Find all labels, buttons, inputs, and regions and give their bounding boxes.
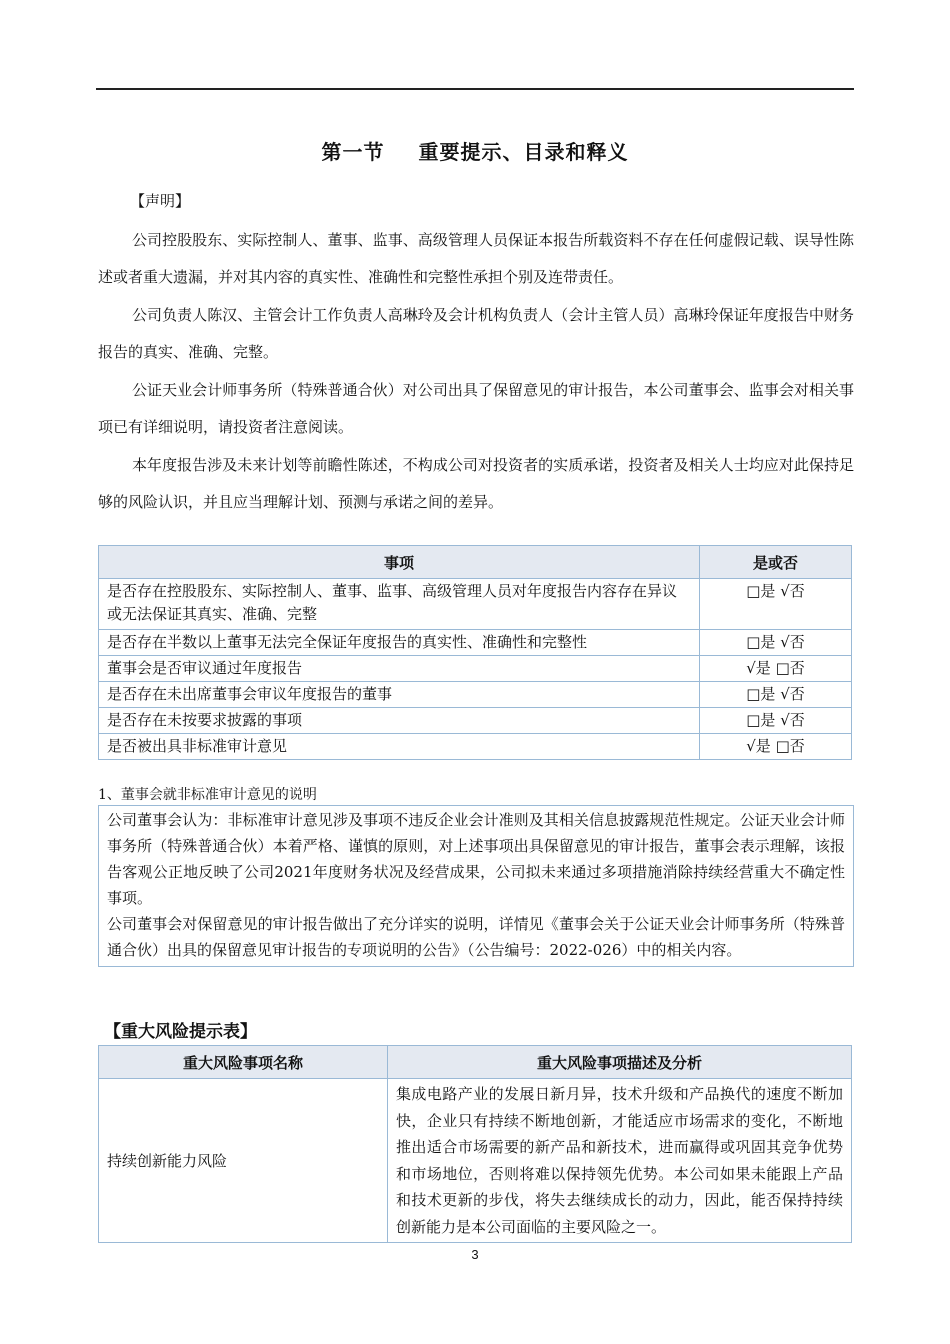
matter-item: 董事会是否审议通过年度报告 [99, 656, 700, 682]
risk-table [98, 1045, 852, 1243]
matter-answer: √是 □否 [700, 734, 852, 760]
header-rule [96, 88, 854, 90]
paragraph-3: 公证天业会计师事务所（特殊普通合伙）对公司出具了保留意见的审计报告，本公司董事会、监事会对相关事项已有详细说明，请投资者注意阅读。 [98, 381, 854, 436]
header-risk-name: 重大风险事项名称 [99, 1046, 388, 1079]
declaration-label: 【声明】 [130, 192, 191, 210]
paragraph-4: 本年度报告涉及未来计划等前瞻性陈述，不构成公司对投资者的实质承诺，投资者及相关人士均应对此保持足够的风险认识，并且应当理解计划、预测与承诺之间的差异。 [98, 456, 854, 511]
table-row [99, 708, 852, 734]
note-paragraph-1: 公司董事会认为：非标准审计意见涉及事项不违反企业会计准则及其相关信息披露规范性规定。公证天业会计师事务所（特殊普通合伙）本着严格、谨慎的原则，对上述事项出具保留意见的审计报告，董事会表示理解，该报告客观公正地反映了公司2021年度财务状况及经营成果，公司拟未来通过多项措施消除持续经营重大不确定性事项。 [107, 811, 845, 907]
paragraph-2: 公司负责人陈汉、主管会计工作负责人高琳玲及会计机构负责人（会计主管人员）高琳玲保证年度报告中财务报告的真实、准确、完整。 [98, 306, 854, 361]
section-heading: 重要提示、目录和释义 [418, 140, 629, 164]
note-box [98, 805, 854, 967]
matter-answer: □是 √否 [700, 708, 852, 734]
risk-description: 集成电路产业的发展日新月异，技术升级和产品换代的速度不断加快，企业只有持续不断地创新，才能适应市场需求的变化，不断地推出适合市场需要的新产品和新技术，进而赢得或巩固其竞争优势和市场地位，否则将难以保持领先优势。本公司如果未能跟上产品和技术更新的步伐，将失去继续成长的动力，因此，能否保持持续创新能力是本公司面临的主要风险之一。 [388, 1079, 852, 1243]
header-item: 事项 [99, 546, 700, 579]
table-row [99, 656, 852, 682]
note-title: 1、董事会就非标准审计意见的说明 [98, 787, 317, 803]
table-row [99, 734, 852, 760]
matter-answer: □是 √否 [700, 630, 852, 656]
note-paragraph-2: 公司董事会对保留意见的审计报告做出了充分详实的说明，详情见《董事会关于公证天业会计师事务所（特殊普通合伙）出具的保留意见审计报告的专项说明的公告》（公告编号：2022-026）中的相关内容。 [107, 915, 845, 959]
table-row [99, 1079, 852, 1243]
header-answer: 是或否 [700, 546, 852, 579]
matter-item: 是否存在半数以上董事无法完全保证年度报告的真实性、准确性和完整性 [99, 630, 700, 656]
table-row [99, 579, 852, 630]
table-row [99, 682, 852, 708]
matter-item: 是否存在控股股东、实际控制人、董事、监事、高级管理人员对年度报告内容存在异议或无法保证其真实、准确、完整 [99, 579, 700, 630]
matter-item: 是否存在未按要求披露的事项 [99, 708, 700, 734]
matter-answer: □是 √否 [700, 682, 852, 708]
matter-answer: □是 √否 [700, 579, 852, 630]
page-number: 3 [471, 1247, 479, 1262]
matter-item: 是否存在未出席董事会审议年度报告的董事 [99, 682, 700, 708]
table-header-row [99, 1046, 852, 1079]
paragraph-1: 公司控股股东、实际控制人、董事、监事、高级管理人员保证本报告所载资料不存在任何虚假记载、误导性陈述或者重大遗漏，并对其内容的真实性、准确性和完整性承担个别及连带责任。 [98, 231, 854, 286]
risk-name: 持续创新能力风险 [99, 1079, 388, 1243]
section-title [96, 136, 854, 165]
table-header-row [99, 546, 852, 579]
header-risk-desc: 重大风险事项描述及分析 [388, 1046, 852, 1079]
matter-answer: √是 □否 [700, 656, 852, 682]
table-row [99, 630, 852, 656]
risk-table-title: 【重大风险提示表】 [104, 1022, 257, 1042]
section-number: 第一节 [321, 140, 385, 164]
matters-table [98, 545, 852, 760]
matter-item: 是否被出具非标准审计意见 [99, 734, 700, 760]
